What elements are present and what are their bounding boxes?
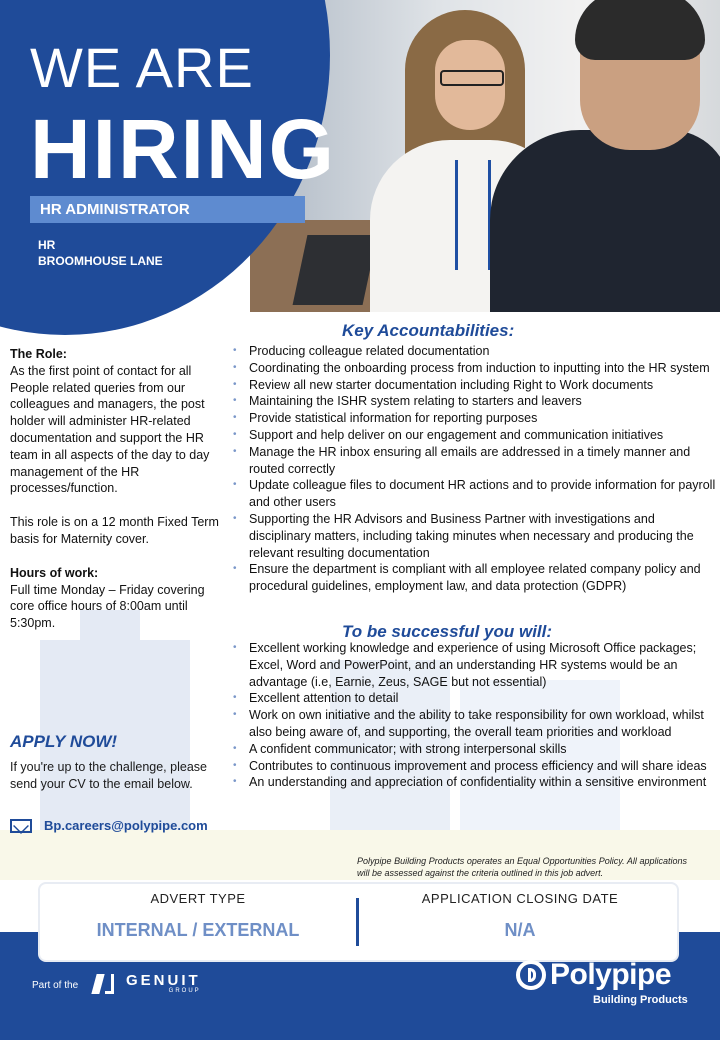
accountability-item: • Coordinating the onboarding process from induction to inputting into the HR system bbox=[233, 360, 720, 377]
genuit-word: GENUIT bbox=[126, 972, 201, 989]
department-location bbox=[38, 237, 163, 269]
part-of-label: Part of the bbox=[32, 980, 79, 991]
success-item: • An understanding and appreciation of confidentiality within a sensitive environment bbox=[233, 774, 720, 791]
hours-description: Full time Monday – Friday covering core office hours of 8:00am until 5:30pm. bbox=[10, 582, 205, 631]
success-item: • Contributes to continuous improvement and process efficiency and will share ideas bbox=[233, 758, 720, 775]
role-description: As the first point of contact for all People related queries from our colleagues and managers, the post holder will administer HR-related documentation and support the HR team in all aspects of the day to day management of the HR processes/function. bbox=[10, 363, 210, 496]
accountability-item: • Provide statistical information for reporting purposes bbox=[233, 410, 720, 427]
advert-type bbox=[48, 884, 348, 941]
role-summary bbox=[10, 346, 220, 632]
success-item: • A confident communicator; with strong interpersonal skills bbox=[233, 741, 720, 758]
envelope-icon bbox=[10, 819, 32, 833]
genuit-logo bbox=[92, 972, 201, 996]
email-contact[interactable] bbox=[10, 818, 208, 833]
info-divider bbox=[356, 898, 359, 946]
advert-type-value: INTERNAL / EXTERNAL bbox=[96, 920, 300, 940]
success-title: To be successful you will: bbox=[342, 622, 553, 641]
success-item: • Work on own initiative and the ability to take responsibility for own workload, whilst also being aware of, and supporting, the overall team priorities and workload bbox=[233, 707, 720, 741]
accountability-item: • Maintaining the ISHR system relating to starters and leavers bbox=[233, 393, 720, 410]
closing-date-value: N/A bbox=[504, 920, 536, 940]
apply-instructions: If you're up to the challenge, please send your CV to the email below. bbox=[10, 760, 207, 791]
closing-date bbox=[370, 884, 670, 941]
polypipe-subtitle: Building Products bbox=[593, 994, 688, 1006]
polypipe-logo-icon bbox=[516, 960, 546, 990]
polypipe-name: Polypipe bbox=[550, 958, 672, 991]
term-description: This role is on a 12 month Fixed Term basis for Maternity cover. bbox=[10, 515, 219, 546]
advert-info-box bbox=[40, 884, 677, 960]
location: BROOMHOUSE LANE bbox=[38, 254, 163, 268]
accountability-item: • Ensure the department is compliant with all employee related company policy and procedural guidelines, employment law, and data protection (GDPR) bbox=[233, 561, 720, 595]
success-item: • Excellent working knowledge and experience of using Microsoft Office packages; Excel, Word and PowerPoint, and an understanding HR systems would be an advantage (i.e, Earnie, Zeus, SAGE but not essential) bbox=[233, 640, 720, 690]
genuit-group: GROUP bbox=[168, 988, 201, 994]
headline-hiring: HIRING bbox=[30, 102, 336, 196]
genuit-logo-icon bbox=[92, 972, 118, 996]
hours-heading: Hours of work: bbox=[10, 565, 99, 580]
role-heading: The Role: bbox=[10, 347, 67, 361]
apply-now-heading: APPLY NOW! bbox=[10, 732, 118, 751]
closing-date-label: APPLICATION CLOSING DATE bbox=[421, 891, 619, 906]
advert-type-label: ADVERT TYPE bbox=[150, 891, 246, 906]
success-list bbox=[233, 640, 720, 791]
headline-we-are: WE ARE bbox=[30, 36, 254, 99]
accountability-item: • Update colleague files to document HR actions and to provide information for payroll and other users bbox=[233, 477, 720, 511]
accountability-item: • Manage the HR inbox ensuring all emails are addressed in a timely manner and routed correctly bbox=[233, 444, 720, 478]
equal-opportunities-note: Polypipe Building Products operates an Equal Opportunities Policy. All applications will be assessed against the criteria outlined in this job advert. bbox=[357, 856, 687, 878]
email-link[interactable]: Bp.careers@polypipe.com bbox=[44, 818, 208, 833]
job-title-bar: HR ADMINISTRATOR bbox=[30, 196, 305, 223]
accountability-item: • Supporting the HR Advisors and Business Partner with investigations and disciplinary matters, including taking minutes when necessary and producing the relevant resulting documentation bbox=[233, 511, 720, 561]
accountability-item: • Support and help deliver on our engagement and communication initiatives bbox=[233, 427, 720, 444]
key-accountabilities-title: Key Accountabilities: bbox=[342, 321, 515, 340]
polypipe-logo bbox=[516, 958, 688, 1006]
department: HR bbox=[38, 238, 56, 252]
accountability-item: • Review all new starter documentation including Right to Work documents bbox=[233, 377, 720, 394]
success-item: • Excellent attention to detail bbox=[233, 690, 720, 707]
accountabilities-list bbox=[233, 343, 720, 595]
accountability-item: • Producing colleague related documentation bbox=[233, 343, 720, 360]
